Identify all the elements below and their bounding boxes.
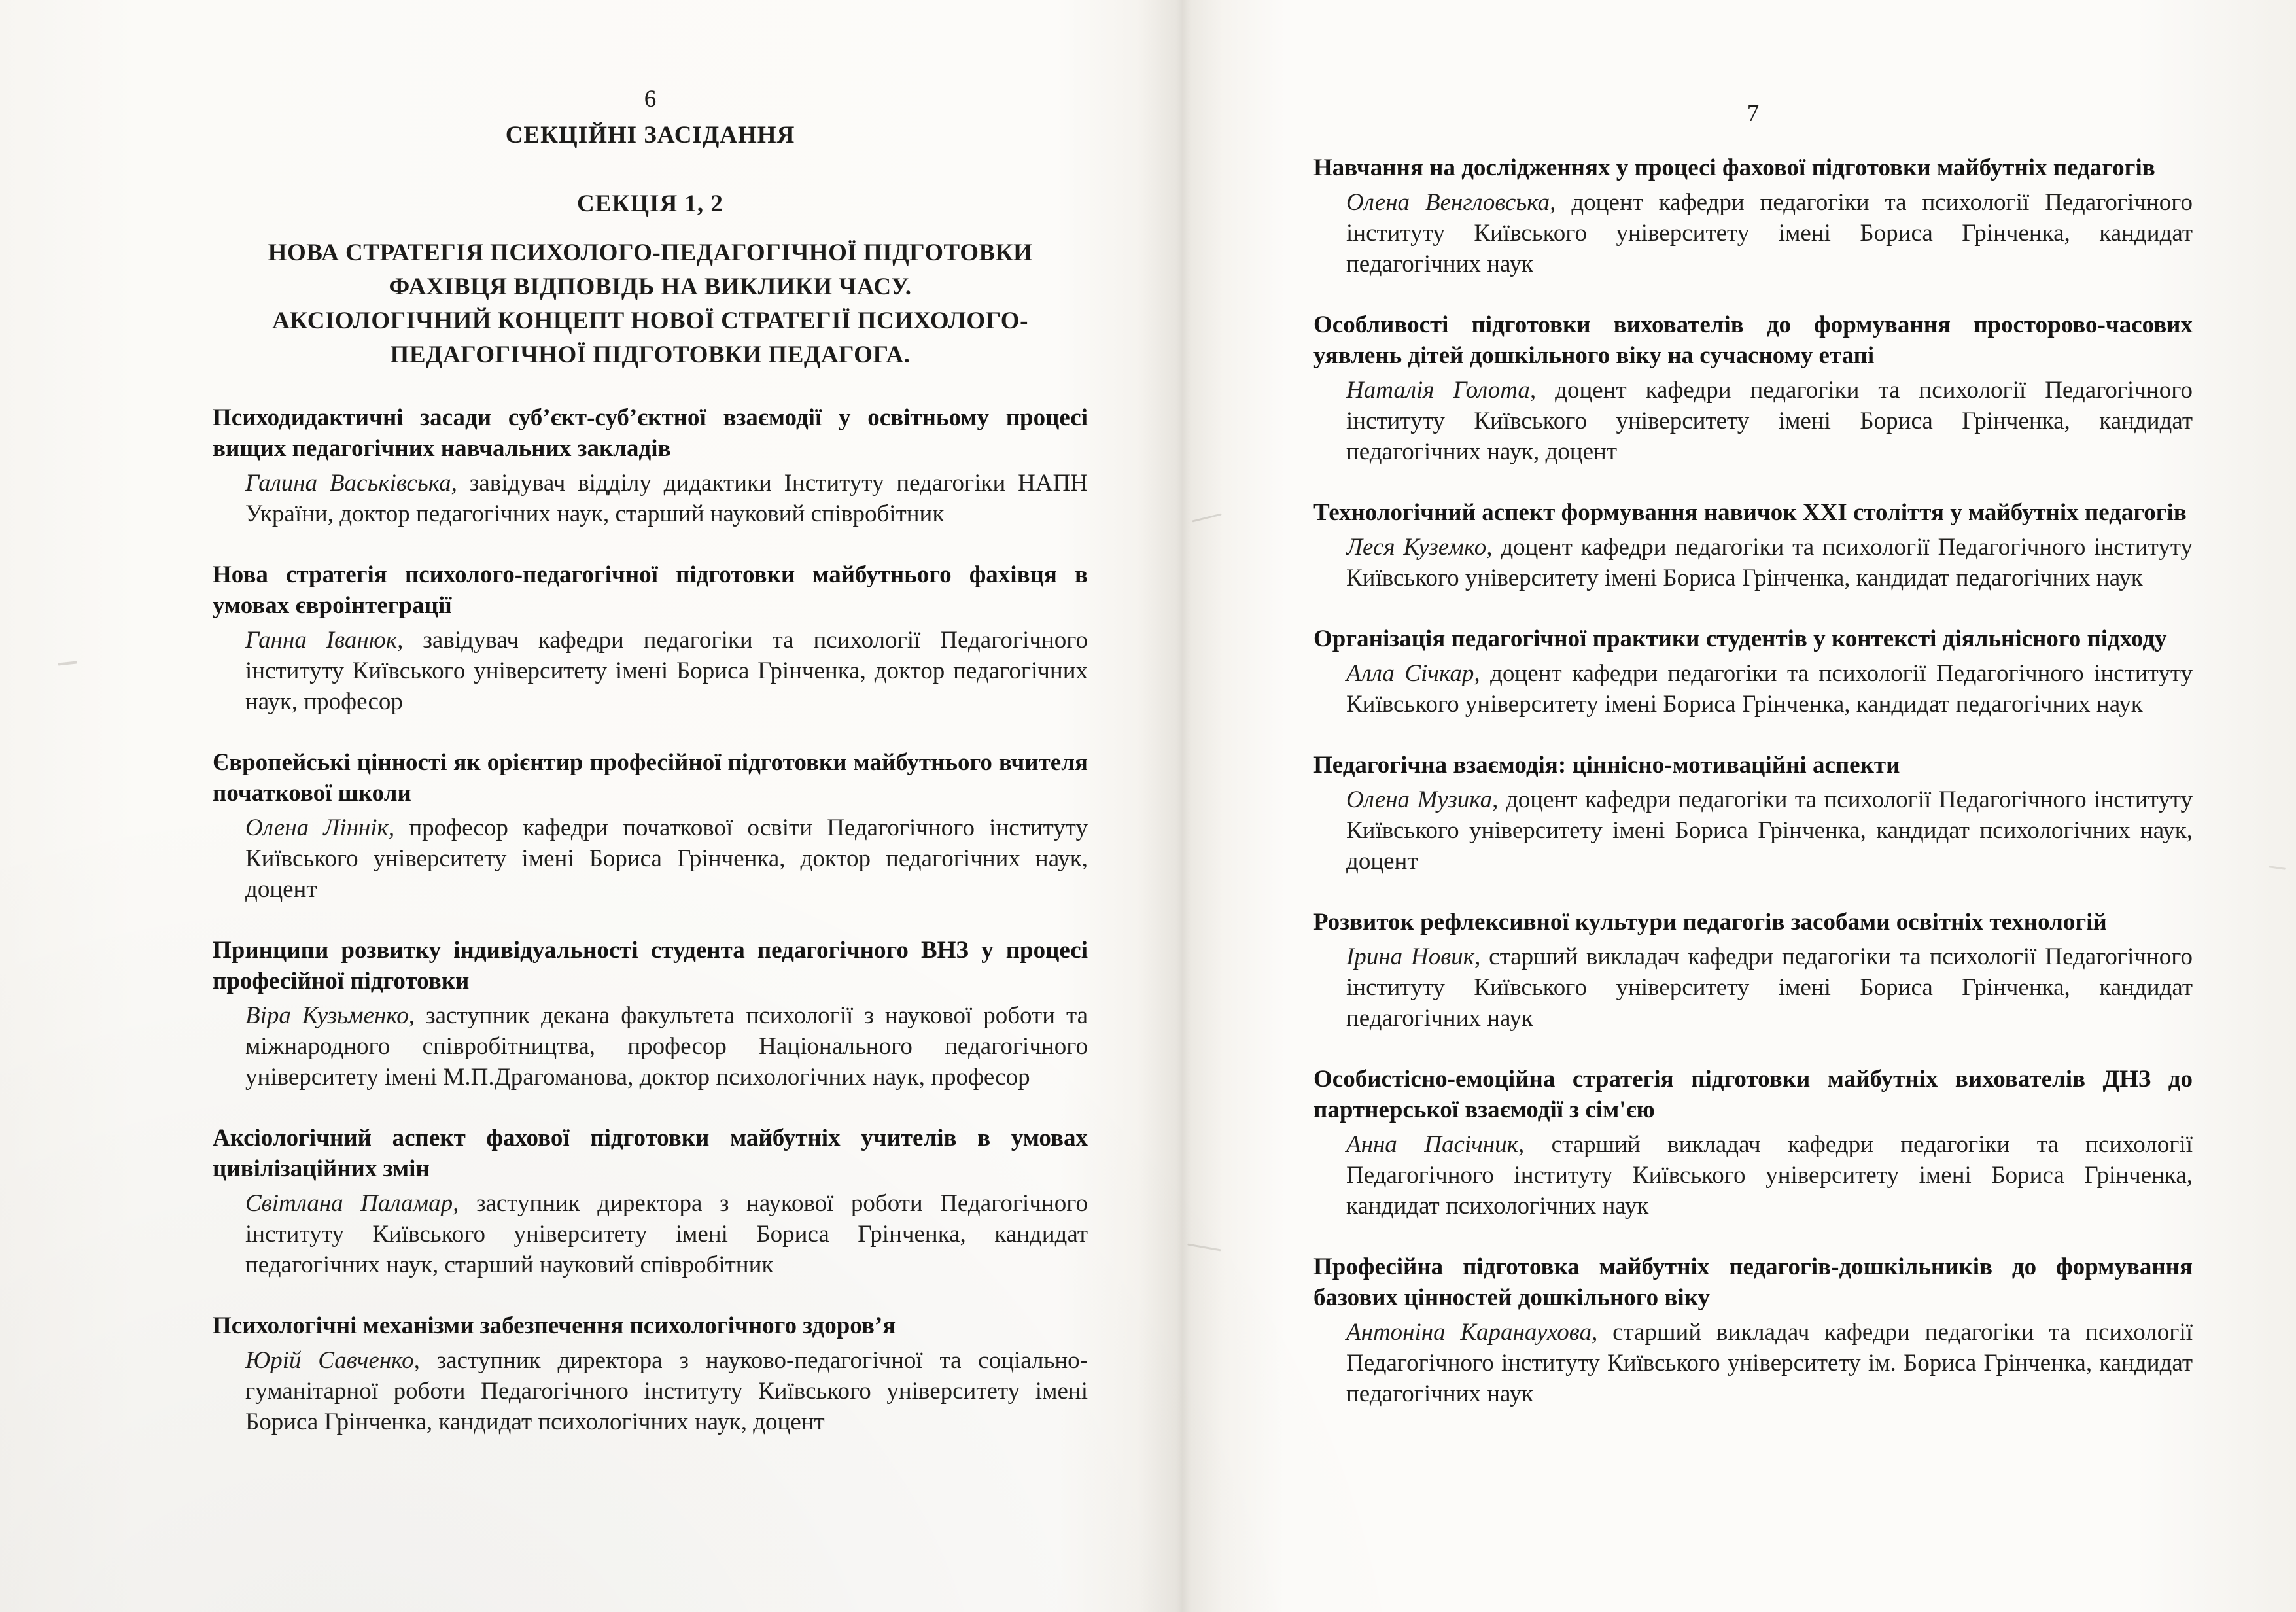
program-entry	[213, 1310, 1088, 1437]
entry-author	[245, 1188, 1088, 1280]
author-details: завідувач кафедри педагогіки та психології Педагогічного інституту Київського університету імені Бориса Грінченка, доктор педагогічних наук, професор	[245, 627, 1088, 715]
entry-author	[1346, 532, 2193, 593]
author-details: доцент кафедри педагогіки та психології Педагогічного інституту Київського університету імені Бориса Грінченка, кандидат педагогічних наук	[1346, 534, 2193, 591]
author-name: Леся Куземко,	[1346, 534, 1493, 561]
author-details: доцент кафедри педагогіки та психології Педагогічного інституту Київського університету імені Бориса Грінченка, кандидат психологічних наук, доцент	[1346, 786, 2193, 875]
page-number-right: 7	[1747, 100, 1760, 127]
paper-crease	[2269, 866, 2286, 870]
section-title	[213, 236, 1088, 372]
entry-author	[245, 625, 1088, 717]
author-name: Антоніна Каранаухова,	[1346, 1319, 1598, 1346]
author-name: Галина Васьківська,	[245, 470, 457, 497]
author-details: заступник директора з науково-педагогічної та соціально-гуманітарної роботи Педагогічного інституту Київського університету імені Бориса Грінченка, кандидат психологічних наук, доцент	[245, 1347, 1088, 1435]
program-entry	[213, 935, 1088, 1093]
author-name: Алла Січкар,	[1346, 660, 1480, 687]
program-entry	[1313, 497, 2193, 593]
program-entry	[1313, 907, 2193, 1034]
entry-author	[1346, 1129, 2193, 1221]
entry-title: Нова стратегія психолого-педагогічної підготовки майбутнього фахівця в умовах євроінтеграції	[213, 561, 1088, 619]
author-details: доцент кафедри педагогіки та психології Педагогічного інституту Київського університету імені Бориса Грінченка, кандидат педагогічних наук	[1346, 660, 2193, 718]
sections-heading: СЕКЦІЙНІ ЗАСІДАННЯ	[505, 122, 795, 149]
section-title-line: АКСІОЛОГІЧНИЙ КОНЦЕПТ НОВОЇ СТРАТЕГІЇ ПСИХОЛОГО-	[272, 307, 1028, 334]
entry-title: Принципи розвитку індивідуальності студента педагогічного ВНЗ у процесі професійної підготовки	[213, 937, 1088, 994]
author-details: професор кафедри початкової освіти Педагогічного інституту Київського університету імені Бориса Грінченка, доктор педагогічних наук, доцент	[245, 815, 1088, 903]
program-entry	[213, 402, 1088, 529]
entry-title: Європейські цінності як орієнтир професійної підготовки майбутнього вчителя початкової школи	[213, 749, 1088, 807]
author-details: старший викладач кафедри педагогіки та психології Педагогічного інституту Київського університету імені Бориса Грінченка, кандидат психологічних наук	[1346, 1131, 2193, 1219]
entry-author	[1346, 658, 2193, 720]
author-name: Олена Венгловська,	[1346, 189, 1556, 216]
entry-author	[1346, 941, 2193, 1034]
page-7	[1313, 98, 2193, 1409]
author-name: Віра Кузьменко,	[245, 1002, 415, 1029]
program-entry	[213, 1123, 1088, 1280]
section-title-line: ФАХІВЦЯ ВІДПОВІДЬ НА ВИКЛИКИ ЧАСУ.	[389, 273, 912, 300]
section-label: СЕКЦІЯ 1, 2	[577, 190, 723, 217]
program-entry	[1313, 152, 2193, 279]
author-name: Ірина Новик,	[1346, 943, 1481, 970]
program-entry	[1313, 309, 2193, 467]
entry-title: Розвиток рефлексивної культури педагогів засобами освітніх технологій	[1313, 909, 2107, 936]
author-name: Наталія Голота,	[1346, 377, 1537, 404]
entry-title: Аксіологічний аспект фахової підготовки майбутніх учителів в умовах цивілізаційних змін	[213, 1125, 1088, 1182]
author-name: Юрій Савченко,	[245, 1347, 420, 1374]
author-details: старший викладач кафедри педагогіки та психології Педагогічного інституту Київського університету імені Бориса Грінченка, кандидат педагогічних наук	[1346, 943, 2193, 1032]
page-fold-shadow	[1138, 0, 1223, 1612]
program-entry	[213, 747, 1088, 905]
author-details: заступник декана факультета психології з наукової роботи та міжнародного співробітництва, професор Національного педагогічного університету імені М.П.Драгоманова, доктор психологічних наук, професор	[245, 1002, 1088, 1091]
entry-author	[1346, 784, 2193, 877]
page-number-left: 6	[644, 86, 657, 113]
entry-author	[1346, 187, 2193, 279]
program-entry	[1313, 623, 2193, 720]
entry-author	[1346, 375, 2193, 467]
entry-title: Технологічний аспект формування навичок ХХІ століття у майбутніх педагогів	[1313, 499, 2187, 526]
author-name: Світлана Паламар,	[245, 1190, 459, 1217]
page-6	[213, 84, 1088, 1437]
program-entry	[1313, 1252, 2193, 1409]
program-entry	[213, 559, 1088, 717]
entry-author	[245, 468, 1088, 529]
author-details: старший викладач кафедри педагогіки та психології Педагогічного інституту Київського університету ім. Бориса Грінченка, кандидат педагогічних наук	[1346, 1319, 2193, 1407]
paper-crease	[58, 661, 77, 665]
author-details: завідувач відділу дидактики Інституту педагогіки НАПН України, доктор педагогічних наук, старший науковий співробітник	[245, 470, 1088, 527]
section-title-line: ПЕДАГОГІЧНОЇ ПІДГОТОВКИ ПЕДАГОГА.	[390, 342, 911, 368]
entry-title: Організація педагогічної практики студентів у контексті діяльнісного підходу	[1313, 625, 2167, 652]
author-name: Анна Пасічник,	[1346, 1131, 1525, 1158]
entry-title: Психодидактичні засади суб’єкт-суб’єктної взаємодії у освітньому процесі вищих педагогічних навчальних закладів	[213, 404, 1088, 462]
author-name: Олена Музика,	[1346, 786, 1499, 813]
entry-author	[245, 813, 1088, 905]
entry-title: Психологічні механізми забезпечення психологічного здоров’я	[213, 1312, 896, 1339]
entry-title: Педагогічна взаємодія: ціннісно-мотиваційні аспекти	[1313, 752, 1900, 779]
program-entry	[1313, 1064, 2193, 1221]
author-name: Ганна Іванюк,	[245, 627, 404, 654]
program-entry	[1313, 750, 2193, 877]
entry-title: Навчання на дослідженнях у процесі фахової підготовки майбутніх педагогів	[1313, 154, 2155, 181]
entry-title: Професійна підготовка майбутніх педагогів-дошкільників до формування базових цінностей дошкільного віку	[1313, 1253, 2193, 1311]
author-name: Олена Ліннік,	[245, 815, 395, 841]
author-details: заступник директора з наукової роботи Педагогічного інституту Київського університету імені Бориса Грінченка, кандидат педагогічних наук, старший науковий співробітник	[245, 1190, 1088, 1278]
entry-author	[245, 1000, 1088, 1093]
author-details: доцент кафедри педагогіки та психології Педагогічного інституту Київського університету імені Бориса Грінченка, кандидат педагогічних наук	[1346, 189, 2193, 277]
author-details: доцент кафедри педагогіки та психології Педагогічного інституту Київського університету імені Бориса Грінченка, кандидат педагогічних наук, доцент	[1346, 377, 2193, 465]
entry-title: Особистісно-емоційна стратегія підготовки майбутніх вихователів ДНЗ до партнерської взаємодії з сім'єю	[1313, 1066, 2193, 1123]
entry-title: Особливості підготовки вихователів до формування просторово-часових уявлень дітей дошкільного віку на сучасному етапі	[1313, 311, 2193, 369]
entry-author	[1346, 1317, 2193, 1409]
section-title-line: НОВА СТРАТЕГІЯ ПСИХОЛОГО-ПЕДАГОГІЧНОЇ ПІДГОТОВКИ	[268, 239, 1033, 266]
entry-author	[245, 1345, 1088, 1437]
